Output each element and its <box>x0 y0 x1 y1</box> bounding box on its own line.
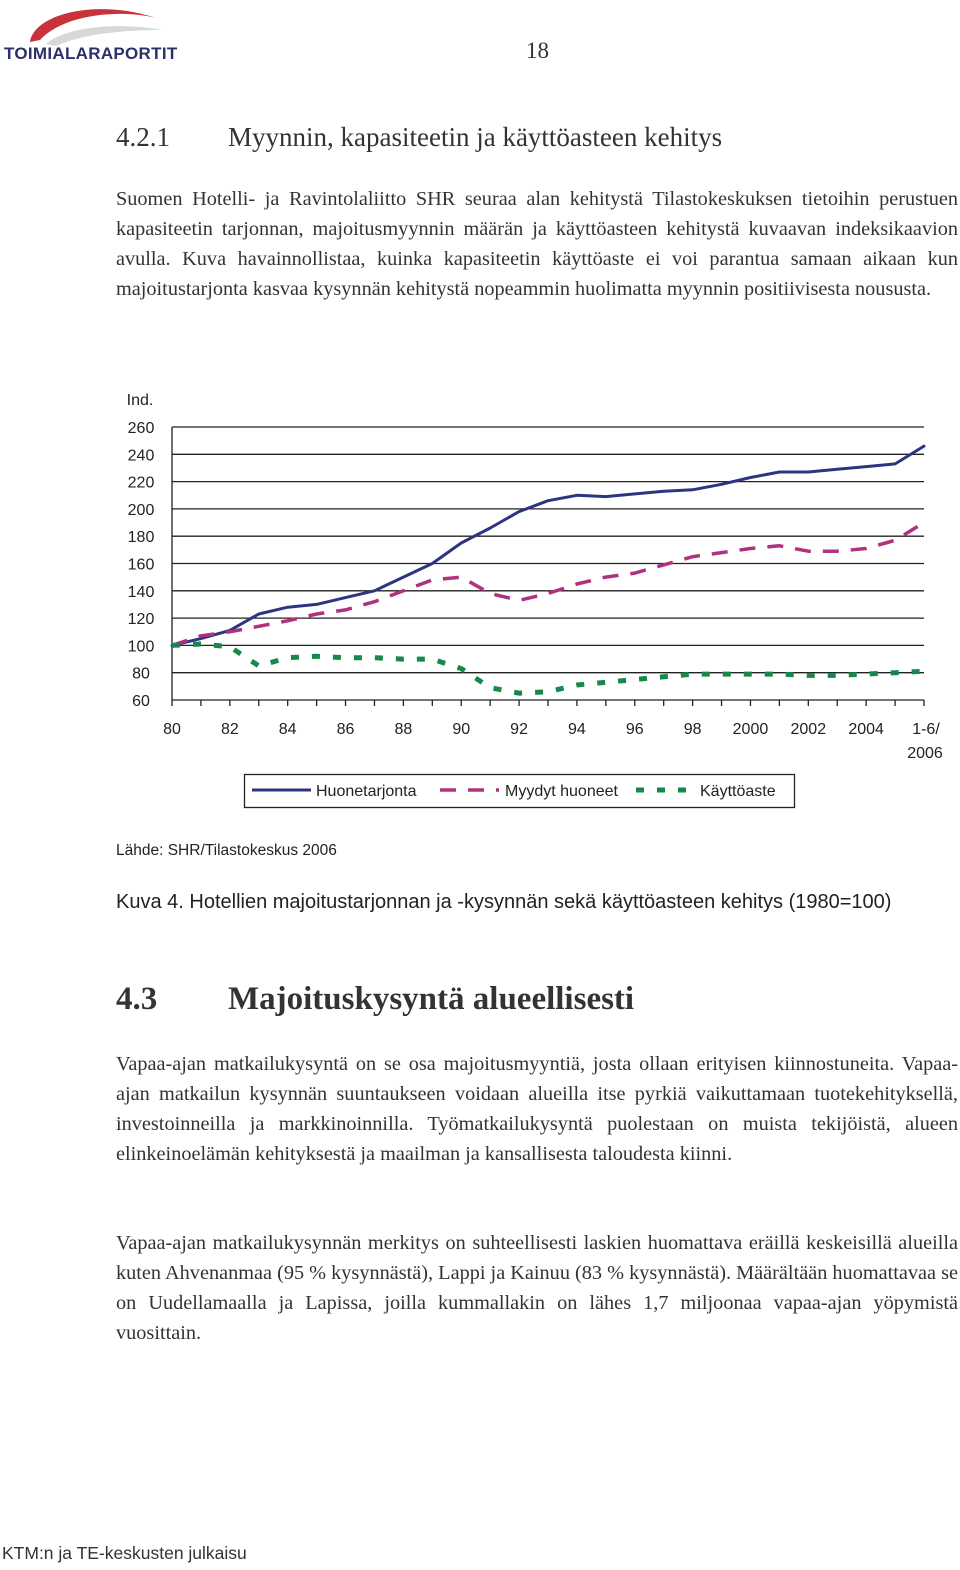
x-tick-label: 94 <box>568 721 586 738</box>
x-tick-label: 2004 <box>848 721 884 738</box>
y-tick-label: 80 <box>132 665 150 683</box>
chart-y-ticks <box>127 392 155 710</box>
intro-paragraph: Suomen Hotelli- ja Ravintolaliitto SHR seuraa alan kehitystä Tilastokeskuksen tietoihin perustuen kapasiteetin tarjonnan, majoitusmyynnin määrän ja käyttöasteen kehitystä kuvaavan indeksikaavion avulla. Kuva havainnollistaa, kuinka kapasiteetin käyttöaste ei voi parantua samaan aikaan kun majoitustarjonta kasvaa kysynnän kehitystä nopeammin huolimatta myynnin positiivisesta noususta. <box>116 188 958 300</box>
y-tick-label: 160 <box>127 556 155 574</box>
y-tick-label: 180 <box>127 529 155 547</box>
section-title: Majoituskysyntä alueellisesti <box>228 981 635 1017</box>
chart-series <box>172 446 924 693</box>
series-line-3 <box>172 644 924 693</box>
logo-text: TOIMIALARAPORTIT <box>4 44 178 63</box>
x-tick-label: 92 <box>510 721 528 738</box>
series-line-2 <box>172 523 924 646</box>
y-axis-label: Ind. <box>126 392 154 409</box>
x-tick-label: 96 <box>625 721 644 738</box>
y-tick-label: 100 <box>127 638 155 656</box>
x-tick-label: 82 <box>220 721 239 738</box>
index-line-chart <box>0 385 960 815</box>
chart-x-ticks <box>163 721 943 762</box>
x-tick-label: 86 <box>336 721 355 738</box>
x-tick-label-last-line2: 2006 <box>907 745 943 762</box>
toimialaraportit-logo <box>4 4 179 64</box>
x-tick-label-last-line1: 1-6/ <box>912 721 940 738</box>
x-tick-label: 2000 <box>732 721 769 738</box>
footer-publisher: KTM:n ja TE-keskusten julkaisu <box>2 1543 247 1563</box>
figure-caption: Kuva 4. Hotellien majoitustarjonnan ja -kysynnän sekä käyttöasteen kehitys (1980=100) <box>116 891 892 913</box>
y-tick-label: 140 <box>127 583 155 601</box>
chart-gridlines <box>172 427 924 706</box>
section-number: 4.3 <box>116 981 158 1017</box>
chart-legend <box>245 775 795 808</box>
body-paragraph-1: Vapaa-ajan matkailukysyntä on se osa majoitusmyyntiä, josta ollaan erityisen kiinnostuneita. Vapaa-ajan matkailun kysynnän suuntaukseen voidaan alueilla itse pyrkiä vaikuttamaan tuotekehityksellä, investoinneilla ja markkinoinnilla. Työmatkailukysyntä puolestaan on muista tekijöistä, alueen elinkeinoelämän kehityksestä ja maailman ja kansallisesta taloudesta kiinni. <box>116 1053 958 1165</box>
legend-label-2: Myydyt huoneet <box>505 783 618 800</box>
section-number: 4.2.1 <box>116 122 170 152</box>
legend-label-1: Huonetarjonta <box>316 783 417 800</box>
page-number: 18 <box>526 38 549 63</box>
x-tick-label: 98 <box>683 721 702 738</box>
section-heading-4-3 <box>116 981 634 1018</box>
y-tick-label: 200 <box>127 501 155 519</box>
x-tick-label: 2002 <box>790 721 827 738</box>
y-tick-label: 120 <box>127 611 155 629</box>
x-tick-label: 84 <box>278 721 297 738</box>
series-line-1 <box>172 446 924 645</box>
section-title: Myynnin, kapasiteetin ja käyttöasteen kehitys <box>228 122 723 152</box>
chart-source: Lähde: SHR/Tilastokeskus 2006 <box>116 842 337 859</box>
y-tick-label: 220 <box>127 474 155 492</box>
logo-swoosh-icon <box>26 4 166 46</box>
body-paragraph-2: Vapaa-ajan matkailukysynnän merkitys on suhteellisesti laskien huomattava eräillä keskeisillä alueilla kuten Ahvenanmaa (95 % kysynnästä), Lappi ja Kainuu (83 % kysynnästä). Määrältään huomattavaa se on Uudellamaalla ja Lapissa, joilla kummallakin on lähes 1,7 miljoonaa vapaa-ajan yöpymistä vuosittain. <box>116 1232 958 1344</box>
y-tick-label: 260 <box>127 420 155 437</box>
section-heading-4-2-1 <box>116 122 722 153</box>
x-tick-label: 80 <box>163 721 181 738</box>
y-tick-label: 60 <box>132 693 150 710</box>
x-tick-label: 90 <box>452 721 471 738</box>
legend-label-3: Käyttöaste <box>700 783 776 800</box>
x-tick-label: 88 <box>394 721 413 738</box>
y-tick-label: 240 <box>127 447 155 465</box>
